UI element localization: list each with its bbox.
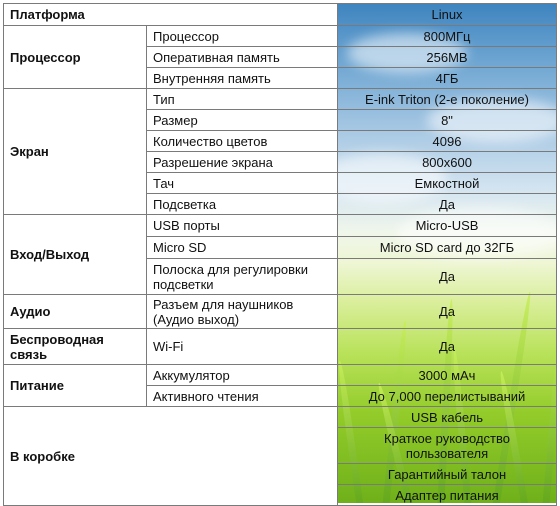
- spec-label: Количество цветов: [147, 131, 338, 152]
- spec-label: Аккумулятор: [147, 365, 338, 386]
- category-io: Вход/Выход: [4, 215, 147, 295]
- spec-value: Да: [338, 295, 557, 329]
- spec-label: Тип: [147, 89, 338, 110]
- spec-value: 800МГц: [338, 26, 557, 47]
- spec-value: 3000 мАч: [338, 365, 557, 386]
- spec-table: [3, 3, 557, 506]
- category-wireless: Беспроводная связь: [4, 329, 147, 365]
- spec-value: E-ink Triton (2-е поколение): [338, 89, 557, 110]
- table-row: [4, 365, 557, 386]
- table-row: [4, 329, 557, 365]
- category-platform: Платформа: [4, 4, 338, 26]
- spec-label: Разъем для наушников (Аудио выход): [147, 295, 338, 329]
- spec-value: 4ГБ: [338, 68, 557, 89]
- spec-label: Полоска для регулировки подсветки: [147, 259, 338, 295]
- spec-value: Micro-USB: [338, 215, 557, 237]
- table-row: [4, 215, 557, 237]
- spec-label: Внутренняя память: [147, 68, 338, 89]
- spec-value: 8": [338, 110, 557, 131]
- table-row: [4, 295, 557, 329]
- spec-label: USB порты: [147, 215, 338, 237]
- category-processor: Процессор: [4, 26, 147, 89]
- box-item: Гарантийный талон: [338, 464, 557, 485]
- spec-label: Размер: [147, 110, 338, 131]
- category-screen: Экран: [4, 89, 147, 215]
- spec-label: Активного чтения: [147, 386, 338, 407]
- spec-value: Да: [338, 259, 557, 295]
- table-row: [4, 26, 557, 47]
- table-row: [4, 4, 557, 26]
- spec-label: Wi-Fi: [147, 329, 338, 365]
- spec-value: 800x600: [338, 152, 557, 173]
- value-platform: Linux: [338, 4, 557, 26]
- spec-label: Процессор: [147, 26, 338, 47]
- spec-value: Micro SD card до 32ГБ: [338, 237, 557, 259]
- box-item: USB кабель: [338, 407, 557, 428]
- spec-label: Подсветка: [147, 194, 338, 215]
- table-row: [4, 407, 557, 428]
- spec-value: До 7,000 перелистываний: [338, 386, 557, 407]
- box-item: Краткое руководство пользователя: [338, 428, 557, 464]
- spec-value: Да: [338, 194, 557, 215]
- spec-value: 256MB: [338, 47, 557, 68]
- category-audio: Аудио: [4, 295, 147, 329]
- spec-label: Оперативная память: [147, 47, 338, 68]
- spec-value: Емкостной: [338, 173, 557, 194]
- spec-label: Тач: [147, 173, 338, 194]
- spec-label: Micro SD: [147, 237, 338, 259]
- category-power: Питание: [4, 365, 147, 407]
- spec-value: Да: [338, 329, 557, 365]
- category-box: В коробке: [4, 407, 338, 506]
- spec-value: 4096: [338, 131, 557, 152]
- table-row: [4, 89, 557, 110]
- box-item: Адаптер питания: [338, 485, 557, 506]
- spec-label: Разрешение экрана: [147, 152, 338, 173]
